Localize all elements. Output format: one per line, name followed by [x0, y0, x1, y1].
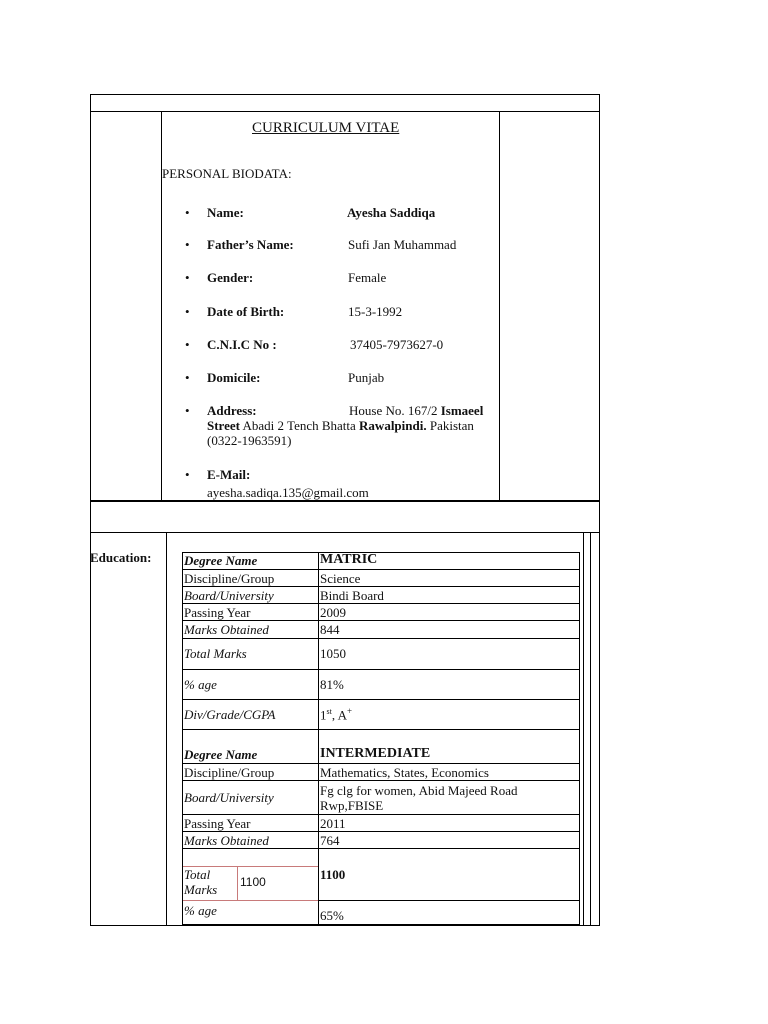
matric-board-value: Bindi Board	[320, 588, 384, 603]
email-label: E-Mail:	[207, 467, 251, 482]
matric-degree-value: MATRIC	[320, 552, 378, 567]
matric-discipline-value: Science	[320, 571, 361, 586]
bullet-address: •	[185, 403, 190, 418]
gender-value: Female	[348, 270, 387, 285]
frame-right-line	[599, 94, 600, 926]
frame-bottom-line	[90, 925, 600, 926]
email-value[interactable]: ayesha.sadiqa.135@gmail.com	[207, 485, 369, 500]
address-part-3: Pakistan	[426, 418, 474, 433]
address-bold-3: Rawalpindi.	[359, 418, 427, 433]
inter-year-value: 2011	[320, 816, 346, 831]
matric-discipline-label: Discipline/Group	[184, 571, 275, 586]
bullet-name: •	[185, 205, 190, 220]
cnic-label: C.N.I.C No :	[207, 337, 277, 352]
personal-heading: PERSONAL BIODATA:	[162, 166, 292, 181]
edu-rule	[182, 814, 580, 815]
edu-rule	[182, 763, 580, 764]
inter-total-value: 1100	[320, 867, 346, 882]
inter-pct-label: % age	[184, 903, 217, 918]
inter-degree-value: INTERMEDIATE	[320, 746, 431, 761]
inter-board-value-line-1: Fg clg for women, Abid Majeed Road	[320, 783, 518, 798]
frame-top-line	[90, 94, 600, 95]
inter-board-value	[320, 783, 518, 813]
matric-marks-label: Marks Obtained	[184, 622, 269, 637]
bullet-father: •	[185, 237, 190, 252]
bullet-email: •	[185, 467, 190, 482]
matric-div-label: Div/Grade/CGPA	[184, 707, 276, 722]
edu-rule	[182, 569, 580, 570]
matric-degree-label: Degree Name	[184, 553, 258, 568]
inter-discipline-value: Mathematics, States, Economics	[320, 765, 489, 780]
name-value: Ayesha Saddiqa	[347, 205, 436, 220]
inter-marks-label: Marks Obtained	[184, 833, 269, 848]
address-label: Address:	[207, 403, 257, 418]
address-line-2	[207, 418, 474, 434]
matric-pct-value: 81%	[320, 677, 344, 692]
matric-board-label: Board/University	[184, 588, 274, 603]
matric-total-value: 1050	[320, 646, 346, 661]
inter-discipline-label: Discipline/Group	[184, 765, 275, 780]
matric-total-label: Total Marks	[184, 646, 247, 661]
address-bold-2: Street	[207, 418, 240, 433]
inter-board-value-line-2: Rwp,FBISE	[320, 798, 384, 813]
domicile-value: Punjab	[348, 370, 385, 385]
matric-year-label: Passing Year	[184, 605, 251, 620]
bullet-dob: •	[185, 304, 190, 319]
address-part-2: Abadi 2 Tench Bhatta	[239, 418, 360, 433]
father-value: Sufi Jan Muhammad	[348, 237, 457, 252]
inter-marks-value: 764	[320, 833, 340, 848]
matric-div-sup2: +	[347, 706, 353, 716]
inter-board-label: Board/University	[184, 790, 274, 805]
inter-degree-label: Degree Name	[184, 747, 258, 762]
bullet-domicile: •	[185, 370, 190, 385]
edu-rule	[182, 638, 580, 639]
frame-left-line	[90, 94, 91, 926]
matric-div-mid: , A	[331, 707, 348, 723]
inter-total-label-line-1: Total	[184, 867, 211, 882]
frame-top-line-2	[90, 111, 600, 112]
cnic-value: 37405-7973627-0	[350, 337, 444, 352]
bullet-cnic: •	[185, 337, 190, 352]
father-label: Father’s Name:	[207, 237, 294, 252]
inter-total-box-divider	[237, 866, 238, 900]
frame-inner-right-line	[499, 111, 500, 501]
matric-marks-value: 844	[320, 622, 340, 637]
matric-year-value: 2009	[320, 605, 346, 620]
bullet-gender: •	[185, 270, 190, 285]
matric-div-sup: st	[326, 707, 332, 716]
edu-rule	[182, 669, 580, 670]
address-phone: (0322-1963591)	[207, 433, 292, 448]
frame-edu-left-line	[166, 532, 167, 926]
inter-total-inner-value: 1100	[240, 875, 266, 889]
address-bold-1: Ismaeel	[440, 403, 484, 418]
inter-total-label	[184, 867, 217, 897]
education-heading: Education:	[90, 550, 152, 565]
dob-label: Date of Birth:	[207, 304, 285, 319]
inter-total-label-line-2: Marks	[184, 882, 218, 897]
name-label: Name:	[207, 205, 244, 220]
edu-table-right	[579, 552, 580, 925]
domicile-label: Domicile:	[207, 370, 261, 385]
edu-rule	[182, 729, 580, 730]
matric-pct-label: % age	[184, 677, 217, 692]
address-line-1	[349, 403, 483, 419]
gender-label: Gender:	[207, 270, 254, 285]
address-part-1: House No. 167/2	[349, 403, 441, 418]
edu-rule	[182, 924, 580, 925]
frame-edu-right-line-a	[590, 532, 591, 926]
edu-table-right-outer	[583, 532, 584, 926]
inter-pct-value: 65%	[320, 908, 344, 923]
dob-value: 15-3-1992	[348, 304, 403, 319]
edu-rule	[182, 699, 580, 700]
matric-div-main: 1	[320, 707, 327, 723]
inter-year-label: Passing Year	[184, 816, 251, 831]
matric-div-value	[320, 706, 352, 723]
cv-title: CURRICULUM VITAE	[252, 120, 400, 136]
edu-table-mid	[318, 552, 319, 925]
